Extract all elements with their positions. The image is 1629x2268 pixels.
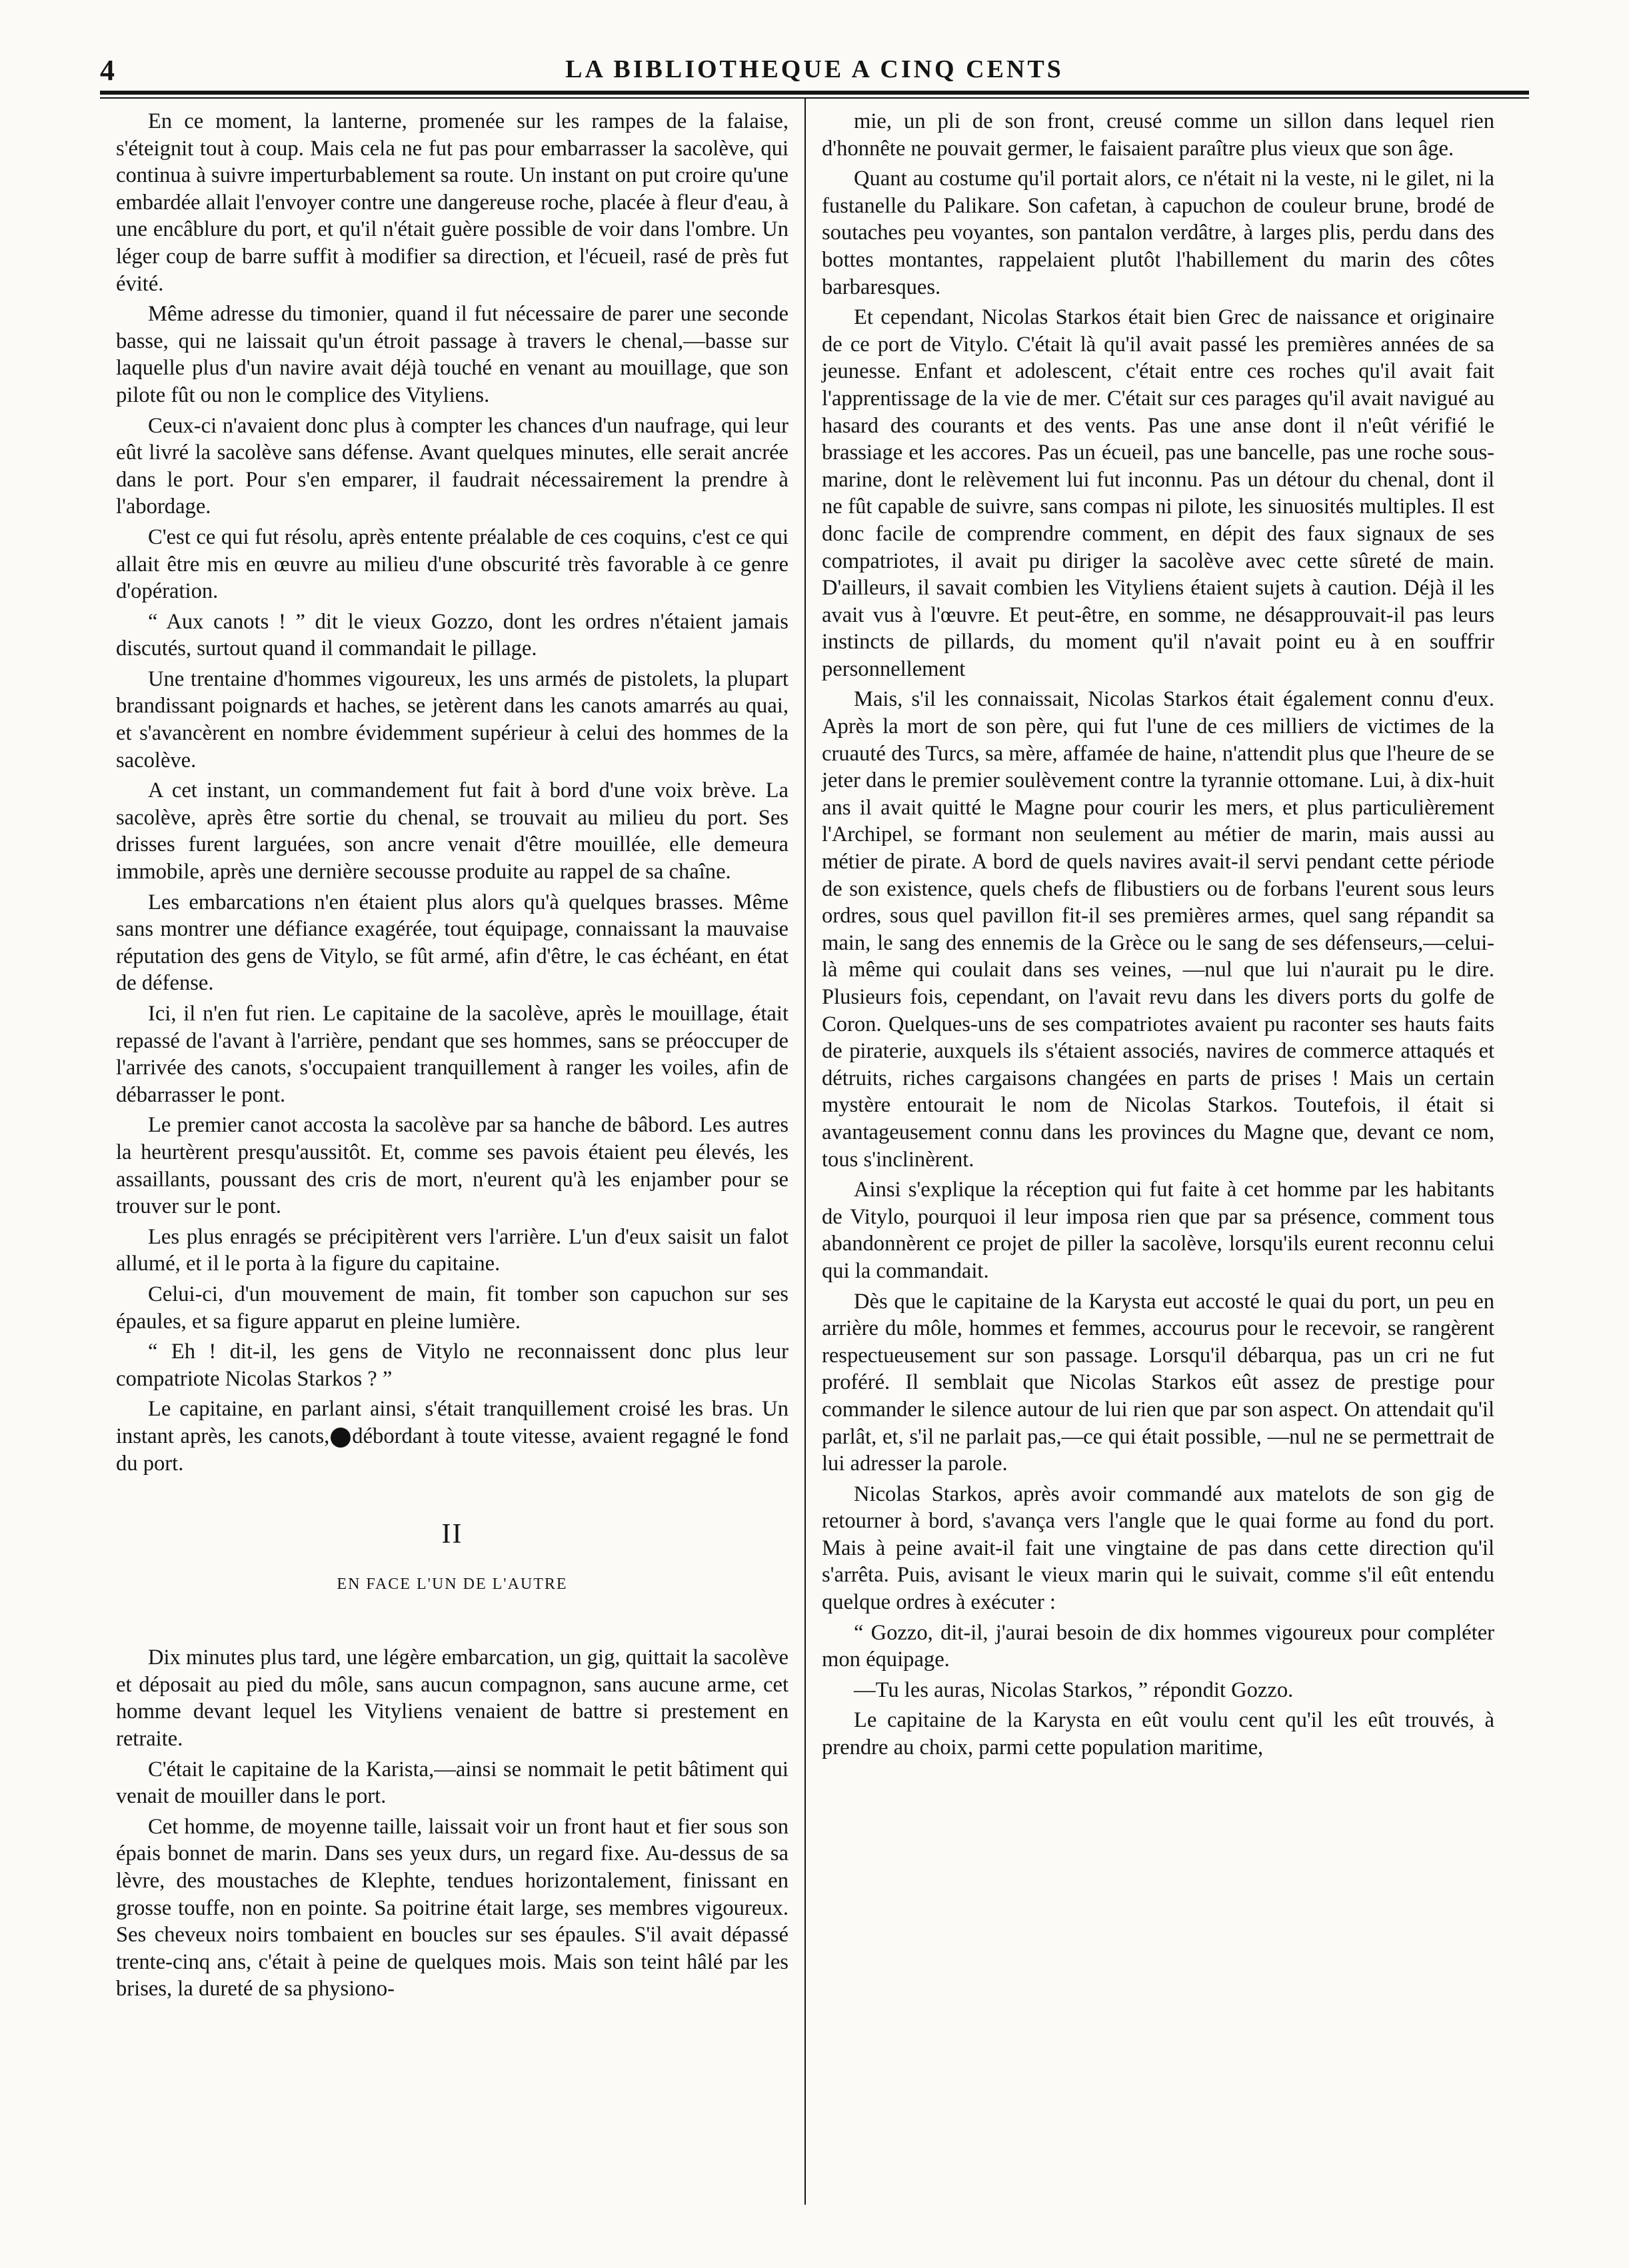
page-number: 4 (100, 54, 116, 87)
paragraph: Ceux-ci n'avaient donc plus à compter les chances d'un naufrage, qui leur eût livré la sacolève sans défense. Avant quelques minutes, elle serait ancrée dans le port. Pour s'en emparer, il faudrait nécessairement la prendre à l'abordage. (116, 413, 789, 519)
paragraph-text: débordant à toute vitesse, avaient regagné le fond du port. (116, 1424, 789, 1476)
paragraph: “ Eh ! dit-il, les gens de Vitylo ne reconnaissent donc plus leur compatriote Nicolas Starkos ? ” (116, 1340, 789, 1391)
paragraph: Celui-ci, d'un mouvement de main, fit tomber son capuchon sur ses épaules, et sa figure apparut en pleine lumière. (116, 1282, 789, 1334)
paragraph: C'est ce qui fut résolu, après entente préalable de ces coquins, c'est ce qui allait être mis en œuvre au milieu d'une obscurité très favorable à ce genre d'opération. (116, 525, 789, 604)
chapter-number: II (441, 1519, 463, 1550)
paragraph: C'était le capitaine de la Karista,—ainsi se nommait le petit bâtiment qui venait de mouiller dans le port. (116, 1757, 789, 1809)
paragraph (116, 1396, 789, 1477)
paragraph: Dès que le capitaine de la Karysta eut accosté le quai du port, un peu en arrière du môle, hommes et femmes, accourus pour le recevoir, se rangèrent respectueusement sur son passage. Lorsqu'il débarqua, pas un cri ne fut proféré. Il semblait que Nicolas Starkos eût assez de prestige pour commander le silence autour de lui rien que par son aspect. On attendait qu'il parlât, et, s'il ne parlait pas,—ce qui était possible, —nul ne se permettrait de lui adresser la parole. (822, 1289, 1494, 1476)
right-column (806, 99, 1510, 2205)
paragraph: —Tu les auras, Nicolas Starkos, ” répondit Gozzo. (854, 1678, 1294, 1702)
paragraph: “ Gozzo, dit-il, j'aurai besoin de dix hommes vigoureux pour compléter mon équipage. (822, 1620, 1494, 1672)
paragraph: Ainsi s'explique la réception qui fut faite à cet homme par les habitants de Vitylo, pourquoi il leur imposa rien que par sa présence, comment tous abandonnèrent ce projet de piller la sacolève, lorsqu'ils eurent reconnu celui qui la commandait. (822, 1178, 1494, 1283)
page-header (100, 48, 1529, 91)
paragraph: Et cependant, Nicolas Starkos était bien Grec de naissance et originaire de ce port de Vitylo. C'était là qu'il avait passé les premières années de sa jeunesse. Enfant et adolescent, c'était entre ces roches qu'il avait fait l'apprentissage de la vie de mer. C'était sur ces parages qu'il avait navigué au hasard des courants et des vents. Pas une anse dont il n'eût vérifié le brassiage et les accores. Pas un écueil, pas une bancelle, pas une roche sous-marine, dont le relèvement lui fut inconnu. Pas un détour du chenal, dont il ne fût capable de suivre, sans compas ni pilote, les sinuosités multiples. Il est donc facile de comprendre comment, en dépit des faux signaux de ses compatriotes, il avait pu diriger la sacolève avec cette sûreté de main. D'ailleurs, il savait combien les Vityliens étaient sujets à caution. Déjà il les avait vus à l'œuvre. Et peut-être, en somme, ne désapprouvait-il pas leurs instincts de pillards, du moment qu'il n'avait point eu à en souffrir personnellement (822, 305, 1494, 681)
paragraph: Même adresse du timonier, quand il fut nécessaire de parer une seconde basse, qui ne laissait qu'un étroit passage à travers le chenal,—basse sur laquelle plus d'un navire avait déjà touché en venant au mouillage, que son pilote fût ou non le complice des Vityliens. (116, 302, 789, 407)
header-rule (100, 91, 1529, 99)
left-column (100, 99, 805, 2205)
paragraph: Mais, s'il les connaissait, Nicolas Starkos était également connu d'eux. Après la mort de son père, qui fut l'une de ces milliers de victimes de la cruauté des Turcs, sa mère, affamée de haine, n'attendit plus que l'heure de se jeter dans le premier soulèvement contre la tyrannie ottomane. Lui, à dix-huit ans il avait quitté le Magne pour courir les mers, et plus particulièrement l'Archipel, se formant non seulement au métier de marin, mais aussi au métier de pirate. A bord de quels navires avait-il servi pendant cette période de son existence, quels chefs de flibustiers ou de forbans l'eurent sous leurs ordres, sous quel pavillon fit-il ses premières armes, quel sang répandit sa main, le sang des ennemis de la Grèce ou le sang de ses défenseurs,—celui-là même qui coulait dans ses veines, —nul que lui n'aurait pu le dire. Plusieurs fois, cependant, on l'avait revu dans les divers ports du golfe de Coron. Quelques-uns de ses compatriotes avaient pu raconter ses hauts faits de piraterie, auxquels ils s'étaient associés, navires de commerce attaqués et détruits, riches cargaisons changées en parts de prises ! Mais un certain mystère entourait le nom de Nicolas Starkos. Toutefois, il était si avantageusement connu dans les provinces du Magne que, devant ce nom, tous s'inclinèrent. (822, 687, 1494, 1172)
ink-blot-mark (331, 1428, 351, 1448)
paragraph-text: Le capitaine, en parlant ainsi, s'était tranquillement croisé les bras. Un instant après, les canots, (116, 1397, 789, 1448)
paragraph: Ici, il n'en fut rien. Le capitaine de la sacolève, après le mouillage, était repassé de l'avant à l'arrière, pendant que ses hommes, sans se préoccuper de l'arrivée des canots, s'occupaient tranquillement à ranger les voiles, afin de débarrasser le pont. (116, 1002, 789, 1107)
paragraph: Les plus enragés se précipitèrent vers l'arrière. L'un d'eux saisit un falot allumé, et il le porta à la figure du capitaine. (116, 1224, 789, 1276)
paragraph: Le premier canot accosta la sacolève par sa hanche de bâbord. Les autres la heurtèrent presqu'aussitôt. Et, comme ses pavois étaient peu élevés, les assaillants, poussant des cris de mort, n'eurent qu'à les enjamber pour se trouver sur le pont. (116, 1113, 789, 1219)
paragraph: Quant au costume qu'il portait alors, ce n'était ni la veste, ni le gilet, ni la fustanelle du Palikare. Son cafetan, à capuchon de couleur brune, brodé de soutaches peu voyantes, son pantalon verdâtre, à larges plis, perdu dans des bottes montantes, rappelaient plutôt l'habillement du marin des côtes barbaresques. (822, 167, 1494, 299)
paragraph: Dix minutes plus tard, une légère embarcation, un gig, quittait la sacolève et déposait au pied du môle, sans aucun compagnon, sans aucune arme, cet homme devant lequel les Vityliens venaient de battre si prestement en retraite. (116, 1646, 789, 1751)
text-columns (100, 99, 1529, 2205)
paragraph: A cet instant, un commandement fut fait à bord d'une voix brève. La sacolève, après être sortie du chenal, se trouvait au milieu du port. Ses drisses furent larguées, son ancre venait d'être mouillée, elle demeura immobile, après une dernière secousse produite au rappel de sa chaîne. (116, 778, 789, 884)
paragraph: Le capitaine de la Karysta en eût voulu cent qu'il les eût trouvés, à prendre au choix, parmi cette population maritime, (822, 1708, 1494, 1760)
paragraph: En ce moment, la lanterne, promenée sur les rampes de la falaise, s'éteignit tout à coup. Mais cela ne fut pas pour embarrasser la sacolève, qui continua à suivre imperturbablement sa route. Un instant on put croire qu'une embardée allait l'envoyer contre une dangereuse roche, placée à fleur d'eau, à une encâblure du port, et qu'il n'était guère possible de voir dans l'ombre. Un léger coup de barre suffit à modifier sa direction, et l'écueil, rasé de près fut évité. (116, 109, 789, 296)
paragraph: Nicolas Starkos, après avoir commandé aux matelots de son gig de retourner à bord, s'avança vers l'angle que le quai forme au fond du port. Mais à peine avait-il fait une vingtaine de pas dans cette direction qu'il s'arrêta. Puis, avisant le vieux marin qui le suivait, comme s'il eût entendu quelque ordres à exécuter : (822, 1482, 1494, 1615)
paragraph: “ Aux canots ! ” dit le vieux Gozzo, dont les ordres n'étaient jamais discutés, surtout quand il commandait le pillage. (116, 609, 789, 661)
paragraph: Une trentaine d'hommes vigoureux, les uns armés de pistolets, la plupart brandissant poignards et haches, se jetèrent dans les canots amarrés au quai, et s'avancèrent en nombre évidemment supérieur à celui des hommes de la sacolève. (116, 666, 789, 772)
paragraph: Les embarcations n'en étaient plus alors qu'à quelques brasses. Même sans montrer une défiance exagérée, tout équipage, connaissant la mauvaise réputation des gens de Vitylo, se fût armé, afin d'être, le cas échéant, en état de défense. (116, 890, 789, 996)
paragraph: mie, un pli de son front, creusé comme un sillon dans lequel rien d'honnête ne pouvait germer, le faisaient paraître plus vieux que son âge. (822, 109, 1494, 161)
paragraph: Cet homme, de moyenne taille, laissait voir un front haut et fier sous son épais bonnet de marin. Dans ses yeux durs, un regard fixe. Au-dessus de sa lèvre, des moustaches de Klephte, tendues horizontalement, finissant en grosse touffe, non en pointe. Sa poitrine était large, ses membres vigoureux. Ses cheveux noirs tombaient en boucles sur ses épaules. S'il avait dépassé trente-cinq ans, c'était à peine de quelques mois. Mais son teint hâlé par les brises, la dureté de sa physiono- (116, 1814, 789, 2001)
chapter-title: EN FACE L'UN DE L'AUTRE (337, 1575, 568, 1593)
running-title: LA BIBLIOTHEQUE A CINQ CENTS (565, 55, 1064, 83)
